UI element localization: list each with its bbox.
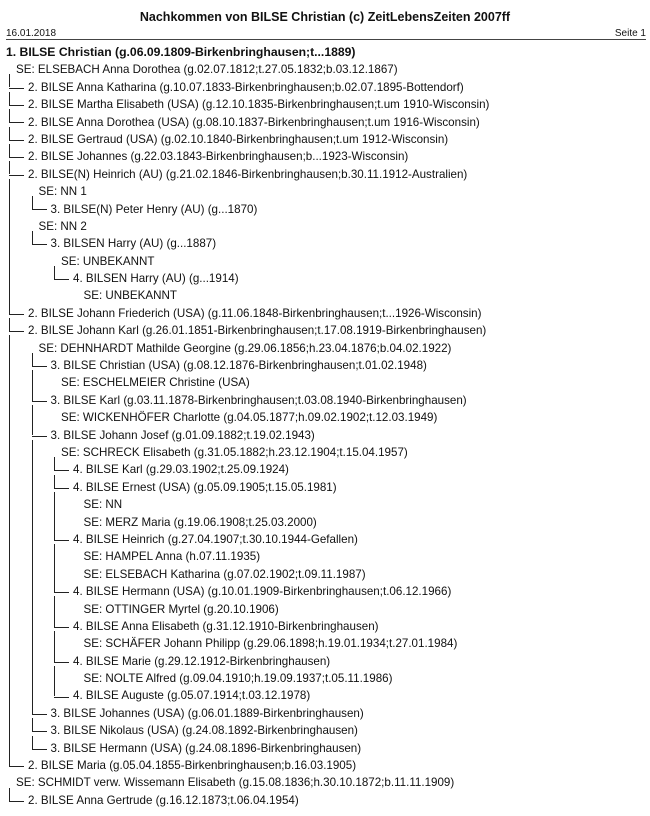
descendant-entry — [0, 392, 650, 409]
entry-text: SE: SCHMIDT verw. Wissemann Elisabeth (g.15.08.1836;h.30.10.1872;b.11.11.1909) — [16, 776, 455, 790]
entry-text: SE: HAMPEL Anna (h.07.11.1935) — [83, 550, 261, 564]
tree-connector-horizontal — [54, 279, 69, 280]
tree-connector-horizontal — [9, 122, 24, 123]
entry-text: SE: WICKENHÖFER Charlotte (g.04.05.1877;h.09.02.1902;t.12.03.1949) — [61, 411, 438, 425]
tree-connector-vertical — [32, 440, 33, 714]
tree-connector-vertical — [32, 231, 33, 244]
entry-text: 4. BILSE Hermann (USA) (g.10.01.1909-Birkenbringhausen;t.06.12.1966) — [73, 585, 452, 599]
entry-text: 2. BILSE Gertraud (USA) (g.02.10.1840-Birkenbringhausen;t.um 1912-Wisconsin) — [28, 132, 449, 146]
tree-connector-horizontal — [9, 175, 24, 176]
tree-connector-vertical — [9, 144, 10, 157]
entry-text: 3. BILSE Karl (g.03.11.1878-Birkenbringhausen;t.03.08.1940-Birkenbringhausen) — [50, 393, 467, 407]
entry-text: 4. BILSE Auguste (g.05.07.1914;t.03.12.1978) — [73, 689, 311, 703]
entry-text: 4. BILSE Marie (g.29.12.1912-Birkenbringhausen) — [73, 654, 331, 668]
tree-connector-horizontal — [32, 714, 47, 715]
tree-connector-horizontal — [9, 801, 24, 802]
descendant-entry — [0, 201, 650, 218]
entry-text: 4. BILSE Anna Elisabeth (g.31.12.1910-Birkenbringhausen) — [73, 619, 379, 633]
tree-connector-horizontal — [32, 366, 47, 367]
tree-connector-horizontal — [9, 88, 24, 89]
entry-text: SE: ELSEBACH Anna Dorothea (g.02.07.1812;t.27.05.1832;b.03.12.1867) — [16, 63, 398, 77]
descendant-entry — [0, 757, 650, 774]
tree-connector-vertical — [32, 196, 33, 209]
tree-connector-vertical — [9, 109, 10, 122]
descendant-entry — [0, 235, 650, 252]
entry-text: SE: NN — [83, 498, 123, 512]
spouse-entry — [0, 409, 650, 426]
spouse-entry — [0, 496, 650, 513]
spouse-entry — [0, 444, 650, 461]
descendant-entry — [0, 357, 650, 374]
tree-connector-vertical — [9, 74, 10, 87]
entry-text: 2. BILSE Anna Katharina (g.10.07.1833-Birkenbringhausen;b.02.07.1895-Bottendorf) — [28, 80, 464, 94]
descendant-entry — [0, 461, 650, 478]
spouse-entry — [0, 61, 650, 78]
tree-connector-vertical — [9, 179, 10, 314]
spouse-entry — [0, 374, 650, 391]
spouse-entry — [0, 774, 650, 791]
descendant-entry — [0, 792, 650, 809]
tree-connector-horizontal — [54, 470, 69, 471]
spouse-entry — [0, 514, 650, 531]
tree-connector-horizontal — [32, 209, 47, 210]
descendant-entry — [0, 166, 650, 183]
tree-connector-horizontal — [9, 314, 24, 315]
entry-text: 2. BILSE Martha Elisabeth (USA) (g.12.10.1835-Birkenbringhausen;t.um 1910-Wisconsin) — [28, 98, 490, 112]
tree-connector-horizontal — [54, 697, 69, 698]
entry-text: 4. BILSE Heinrich (g.27.04.1907;t.30.10.1944-Gefallen) — [73, 532, 358, 546]
descendant-entry — [0, 740, 650, 757]
spouse-entry — [0, 635, 650, 652]
entry-text: SE: DEHNHARDT Mathilde Georgine (g.29.06.1856;h.23.04.1876;b.04.02.1922) — [38, 341, 452, 355]
descendant-tree — [0, 44, 650, 809]
tree-connector-horizontal — [32, 244, 47, 245]
entry-text: SE: ESCHELMEIER Christine (USA) — [61, 376, 250, 390]
tree-connector-horizontal — [9, 140, 24, 141]
entry-text: 2. BILSE(N) Heinrich (AU) (g.21.02.1846-Birkenbringhausen;b.30.11.1912-Australien) — [28, 167, 468, 181]
tree-connector-vertical — [54, 492, 55, 540]
tree-connector-vertical — [54, 266, 55, 279]
entry-text: 2. BILSE Anna Dorothea (USA) (g.08.10.1837-Birkenbringhausen;t.um 1916-Wisconsin) — [28, 115, 480, 129]
tree-connector-vertical — [32, 370, 33, 400]
tree-connector-horizontal — [9, 157, 24, 158]
descendant-entry — [0, 305, 650, 322]
header-divider — [6, 39, 646, 40]
descendant-entry — [0, 583, 650, 600]
descendant-entry — [0, 653, 650, 670]
entry-text: SE: UNBEKANNT — [83, 289, 177, 303]
tree-connector-horizontal — [32, 749, 47, 750]
descendant-entry — [0, 148, 650, 165]
tree-connector-vertical — [54, 666, 55, 696]
entry-text: 2. BILSE Johannes (g.22.03.1843-Birkenbringhausen;b...1923-Wisconsin) — [28, 150, 409, 164]
entry-text: 3. BILSE Christian (USA) (g.08.12.1876-Birkenbringhausen;t.01.02.1948) — [50, 359, 427, 373]
entry-text: SE: NN 1 — [38, 185, 87, 199]
report-title: Nachkommen von BILSE Christian (c) ZeitLebensZeiten 2007ff — [139, 10, 511, 24]
entry-text: 3. BILSE(N) Peter Henry (AU) (g...1870) — [50, 202, 258, 216]
tree-connector-vertical — [32, 736, 33, 749]
spouse-entry — [0, 287, 650, 304]
descendant-entry — [0, 131, 650, 148]
tree-connector-vertical — [54, 457, 55, 470]
spouse-entry — [0, 566, 650, 583]
entry-text: 4. BILSE Ernest (USA) (g.05.09.1905;t.15.05.1981) — [73, 480, 337, 494]
tree-connector-horizontal — [54, 662, 69, 663]
tree-connector-vertical — [9, 788, 10, 801]
entry-text: 3. BILSE Hermann (USA) (g.24.08.1896-Birkenbringhausen) — [50, 741, 362, 755]
descendant-entry — [0, 427, 650, 444]
descendant-entry — [0, 687, 650, 704]
tree-connector-horizontal — [54, 488, 69, 489]
tree-connector-horizontal — [32, 731, 47, 732]
descendant-entry — [0, 618, 650, 635]
tree-connector-vertical — [9, 161, 10, 174]
tree-connector-horizontal — [54, 540, 69, 541]
descendant-entry — [0, 479, 650, 496]
descendant-entry — [0, 722, 650, 739]
spouse-entry — [0, 218, 650, 235]
entry-text: 2. BILSE Maria (g.05.04.1855-Birkenbringhausen;b.16.03.1905) — [28, 759, 357, 773]
tree-connector-vertical — [54, 544, 55, 592]
descendant-entry — [0, 322, 650, 339]
page-number: Seite 1 — [614, 28, 646, 39]
tree-connector-vertical — [54, 596, 55, 626]
entry-text: SE: NOLTE Alfred (g.09.04.1910;h.19.09.1937;t.05.11.1986) — [83, 672, 393, 686]
tree-connector-horizontal — [9, 105, 24, 106]
entry-text: 4. BILSEN Harry (AU) (g...1914) — [73, 272, 239, 286]
entry-text: 3. BILSE Johannes (USA) (g.06.01.1889-Birkenbringhausen) — [50, 706, 364, 720]
entry-text: SE: NN 2 — [38, 219, 87, 233]
tree-connector-horizontal — [9, 766, 24, 767]
root-person — [0, 44, 650, 61]
entry-text: 3. BILSE Johann Josef (g.01.09.1882;t.19.02.1943) — [50, 428, 315, 442]
spouse-entry — [0, 601, 650, 618]
tree-connector-horizontal — [54, 627, 69, 628]
entry-text: 1. BILSE Christian (g.06.09.1809-Birkenbringhausen;t...1889) — [6, 45, 356, 59]
descendant-entry — [0, 705, 650, 722]
tree-connector-vertical — [9, 318, 10, 331]
spouse-entry — [0, 548, 650, 565]
entry-text: SE: UNBEKANNT — [61, 254, 155, 268]
tree-connector-vertical — [9, 127, 10, 140]
descendant-entry — [0, 270, 650, 287]
descendant-entry — [0, 79, 650, 96]
entry-text: 4. BILSE Karl (g.29.03.1902;t.25.09.1924) — [73, 463, 289, 477]
tree-connector-vertical — [9, 92, 10, 105]
spouse-entry — [0, 670, 650, 687]
tree-connector-horizontal — [9, 331, 24, 332]
entry-text: SE: ELSEBACH Katharina (g.07.02.1902;t.09.11.1987) — [83, 567, 366, 581]
tree-connector-vertical — [9, 335, 10, 766]
descendant-entry — [0, 114, 650, 131]
entry-text: SE: OTTINGER Myrtel (g.20.10.1906) — [83, 602, 279, 616]
tree-connector-vertical — [54, 631, 55, 661]
entry-text: SE: MERZ Maria (g.19.06.1908;t.25.03.2000) — [83, 515, 317, 529]
tree-connector-vertical — [32, 353, 33, 366]
entry-text: 2. BILSE Johann Friederich (USA) (g.11.06.1848-Birkenbringhausen;t...1926-Wisconsin) — [28, 306, 482, 320]
tree-connector-vertical — [54, 475, 55, 488]
tree-connector-vertical — [32, 718, 33, 731]
tree-connector-horizontal — [32, 401, 47, 402]
report-date: 16.01.2018 — [6, 28, 57, 39]
entry-text: SE: SCHRECK Elisabeth (g.31.05.1882;h.23.12.1904;t.15.04.1957) — [61, 445, 408, 459]
tree-connector-horizontal — [32, 436, 47, 437]
entry-text: SE: SCHÄFER Johann Philipp (g.29.06.1898;h.19.01.1934;t.27.01.1984) — [83, 637, 458, 651]
spouse-entry — [0, 253, 650, 270]
entry-text: 2. BILSE Anna Gertrude (g.16.12.1873;t.06.04.1954) — [28, 793, 299, 807]
entry-text: 2. BILSE Johann Karl (g.26.01.1851-Birkenbringhausen;t.17.08.1919-Birkenbringhausen) — [28, 324, 487, 338]
descendant-entry — [0, 96, 650, 113]
spouse-entry — [0, 340, 650, 357]
tree-connector-vertical — [32, 405, 33, 435]
entry-text: 3. BILSE Nikolaus (USA) (g.24.08.1892-Birkenbringhausen) — [50, 724, 358, 738]
descendant-entry — [0, 531, 650, 548]
tree-connector-horizontal — [54, 592, 69, 593]
entry-text: 3. BILSEN Harry (AU) (g...1887) — [50, 237, 217, 251]
spouse-entry — [0, 183, 650, 200]
